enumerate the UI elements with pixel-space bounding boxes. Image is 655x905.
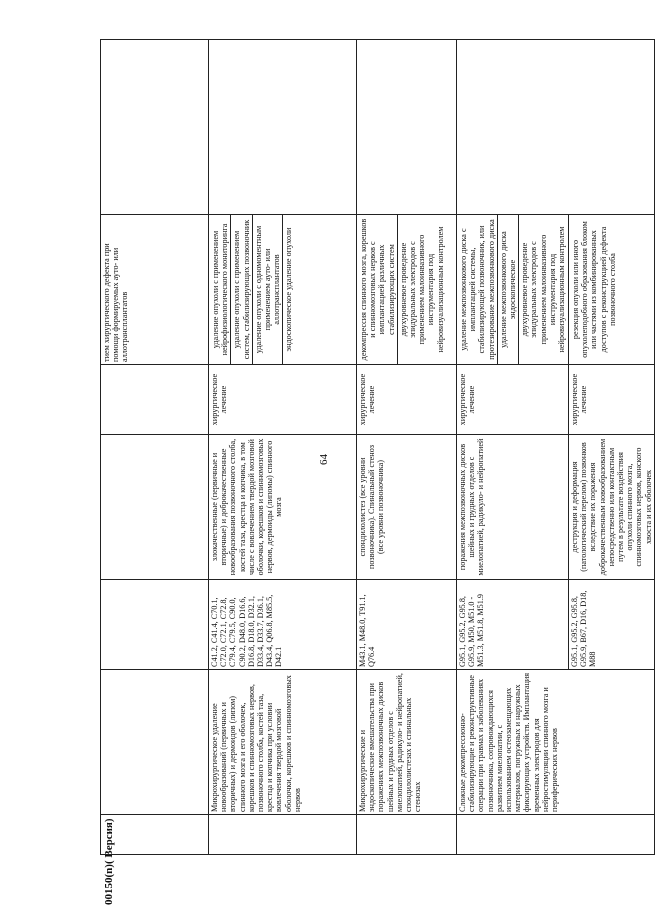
method-item: удаление опухоли с применением нейрофизиологического мониторинга: [211, 223, 230, 356]
method-item: удаление опухоли с одномоментным применением ауто- или аллотрансплантатов: [252, 215, 283, 364]
model-cell: [101, 435, 209, 580]
cost-cell: [209, 40, 357, 215]
index-cell: [209, 815, 357, 855]
method-item: эндоскопическое удаление опухоли: [282, 215, 294, 364]
treatment-cell: хирургическое лечение: [569, 365, 655, 435]
treatment-cell: [101, 365, 209, 435]
index-cell: [457, 815, 655, 855]
method-cell: [569, 215, 655, 365]
model-cell: спондилолистез (все уровни позвоночника). Спинальный стеноз (все уровни позвоночника): [357, 435, 457, 580]
cost-cell: [101, 40, 209, 215]
name-cell: [101, 670, 209, 815]
method-item: удаление опухоли с применением систем, стабилизирующих позвоночник: [230, 215, 251, 364]
page-number: 64: [318, 454, 330, 465]
table-row: [209, 40, 357, 855]
model-cell: поражения межпозвоночных дисков шейных и грудных отделов с миелопатией, радикуло- и нейропатией: [457, 435, 569, 580]
method-item: двухуровневое проведение эпидуральных электродов с применением малоинвазивного инструментария под нейровизуализационным контролем: [397, 215, 446, 364]
table-row: [457, 40, 569, 855]
document-footer: 00150(n)( Версия): [103, 818, 115, 905]
cost-cell: [357, 40, 457, 215]
codes-cell: [101, 580, 209, 670]
method-cell: тием хирургического дефекта при помощи формируемых ауто- или аллотрансплантатов: [101, 215, 209, 365]
method-cell: [357, 215, 457, 365]
cost-cell: [457, 40, 655, 215]
method-cell: [209, 215, 357, 365]
name-cell: Микрохирургическое удаление новообразований (первичных и вторичных) и дермоидов (липом) спинного мозга и его оболочек, корешков и спинномозговых нервов, позвоночного столба, костей таза, крестца и копчика при условии вовлечения твердой мозговой оболочки, корешков и спинномозговых нервов: [209, 670, 357, 815]
treatment-cell: хирургическое лечение: [457, 365, 569, 435]
method-cell: [457, 215, 569, 365]
method-item: резекция опухоли или иного опухолеподобного образования блоком или частями из комбинированных доступов с реконструкцией дефекта позвоночного столба: [571, 221, 617, 358]
method-item: удаление межпозвонкового диска с имплантацией системы, стабилизирующей позвоночник, или протезирование межпозвонкового диска: [459, 219, 496, 360]
name-cell: Микрохирургические и эндоскопические вмешательства при поражениях межпозвоночных дисков шейных и грудных отделов с миелопатией, радикуло- и нейропатией, спондилолистезах и спинальных стенозах: [357, 670, 457, 815]
codes-cell: C41.2, C41.4, C70.1, C72.0, C72.1, C72.8, C79.4, C79.5, C90.0, C90.2, D48.0, D16.6, D16.8, D18.0, D32.1, D33.4, D33.7, D36.1, D43.4, Q06.8, M85.5, D42.1: [209, 580, 357, 670]
table-row: [101, 40, 209, 855]
treatment-cell: хирургическое лечение: [357, 365, 457, 435]
rotated-table-container: [100, 40, 653, 855]
index-cell: [357, 815, 457, 855]
model-cell: злокачественные (первичные и вторичные) и доброкачественные новообразования позвоночного столба, костей таза, крестца и копчика, в том числе с вовлечением твердой мозговой оболочки, корешков и спинномозговых нервов, дермоиды (липомы) спинного мозга: [209, 435, 357, 580]
method-item: двухуровневое проведение эпидуральных электродов с применением малоинвазивного инструментария под нейровизуализационным контролем: [518, 215, 567, 364]
treatment-cell: хирургическое лечение: [209, 365, 357, 435]
model-cell: деструкция и деформация (патологический перелом) позвонков вследствие их поражения доброкачественным новообразованием непосредственно или контактным путем в результате воздействия опухоли спинного мозга, спинномозговых нервов, конского хвоста и их оболочек: [569, 435, 655, 580]
method-item: удаление межпозвонкового диска эндоскопическое: [497, 215, 518, 364]
index-cell: [101, 815, 209, 855]
method-item: декомпрессия спинного мозга, корешков и спинномозговых нервов с имплантацией различных стабилизирующих систем: [359, 218, 396, 361]
table-row: [357, 40, 457, 855]
codes-cell: M43.1, M48.0, T91.1, Q76.4: [357, 580, 457, 670]
codes-cell: G95.1, G95.2, G95.8, G95.9, M50, M51.0 - M51.3, M51.8, M51.9: [457, 580, 569, 670]
codes-cell: G95.1, G95.2, G95.8, G95.9, B67, D16, D18, M88: [569, 580, 655, 670]
procedures-table: [100, 39, 655, 855]
name-cell: Сложные декомпрессионно-стабилизирующие и реконструктивные операции при травмах и заболеваниях позвоночника, сопровождающихся развитием миелопатии, с использованием остеозамещающих материалов, погружных и наружных фиксирующих устройств. Имплантация временных электродов для нейростимуляции спинного мозга и периферических нервов: [457, 670, 655, 815]
